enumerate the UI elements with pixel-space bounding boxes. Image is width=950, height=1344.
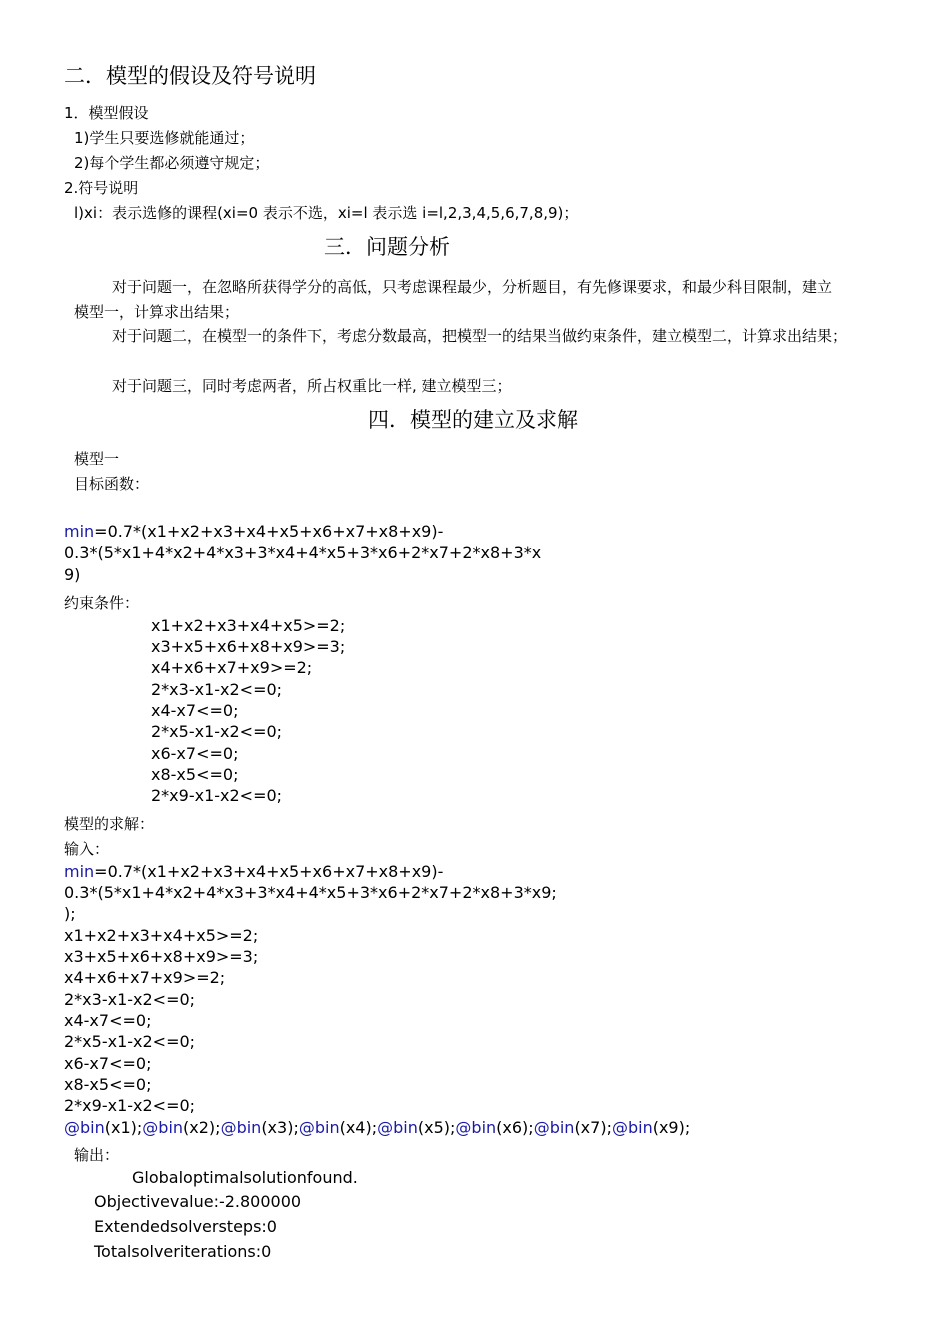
- input-constraint-line: x6-x7<=0;: [64, 1054, 152, 1073]
- input-code-line: );: [64, 904, 76, 923]
- output-line: Objectivevalue:-2.800000: [94, 1192, 302, 1211]
- keyword: min: [64, 522, 95, 541]
- objective-line-2: 0.3*(5*x1+4*x2+4*x3+3*x4+4*x5+3*x6+2*x7+2*x8+3*x: [64, 543, 542, 562]
- symbols-title: 2.符号说明: [64, 179, 139, 197]
- output-line: Extendedsolversteps:0: [94, 1217, 277, 1236]
- constraints-label: 约束条件：: [64, 594, 140, 612]
- input-constraint-line: x1+x2+x3+x4+x5>=2;: [64, 926, 259, 945]
- model-title: 模型一: [74, 450, 120, 468]
- section-heading-analysis: 三．问题分析: [324, 235, 450, 259]
- input-constraint-line: x8-x5<=0;: [64, 1075, 152, 1094]
- objective-line-1: min=0.7*(x1+x2+x3+x4+x5+x6+x7+x8+x9)-: [64, 522, 444, 541]
- constraint-line: x4-x7<=0;: [151, 701, 239, 720]
- objective-line-3: 9): [64, 565, 81, 584]
- constraint-line: x4+x6+x7+x9>=2;: [151, 658, 313, 677]
- constraint-line: x3+x5+x6+x8+x9>=3;: [151, 637, 346, 656]
- input-constraint-line: 2*x9-x1-x2<=0;: [64, 1096, 196, 1115]
- input-code-line: min=0.7*(x1+x2+x3+x4+x5+x6+x7+x8+x9)-: [64, 862, 444, 881]
- assumption-item: 2)每个学生都必须遵守规定；: [74, 154, 270, 172]
- section-heading-model: 四．模型的建立及求解: [368, 408, 578, 432]
- constraint-line: 2*x5-x1-x2<=0;: [151, 722, 283, 741]
- keyword: min: [64, 862, 95, 881]
- input-constraint-line: 2*x3-x1-x2<=0;: [64, 990, 196, 1009]
- constraint-line: x8-x5<=0;: [151, 765, 239, 784]
- input-label: 输入：: [64, 840, 110, 858]
- input-code-line: 0.3*(5*x1+4*x2+4*x3+3*x4+4*x5+3*x6+2*x7+2*x8+3*x9;: [64, 883, 557, 902]
- assumption-item: 1)学生只要选修就能通过；: [74, 129, 255, 147]
- constraint-line: x1+x2+x3+x4+x5>=2;: [151, 616, 346, 635]
- analysis-paragraph-2: 对于问题二，在模型一的条件下，考虑分数最高，把模型一的结果当做约束条件，建立模型二，计算求出结果；: [112, 327, 848, 345]
- analysis-paragraph-1: 对于问题一，在忽略所获得学分的高低，只考虑课程最少，分析题目，有先修课要求，和最少科目限制，建立: [112, 278, 833, 296]
- objective-label: 目标函数：: [74, 475, 150, 493]
- constraint-line: 2*x9-x1-x2<=0;: [151, 786, 283, 805]
- output-line: Totalsolveriterations:0: [94, 1242, 272, 1261]
- section-heading-assumptions: 二．模型的假设及符号说明: [64, 64, 316, 88]
- output-label: 输出：: [74, 1146, 120, 1164]
- output-line: Globaloptimalsolutionfound.: [132, 1168, 358, 1187]
- input-constraint-line: x4+x6+x7+x9>=2;: [64, 968, 226, 987]
- constraint-line: x6-x7<=0;: [151, 744, 239, 763]
- assumptions-title: 1．模型假设: [64, 104, 149, 122]
- input-constraint-line: x3+x5+x6+x8+x9>=3;: [64, 947, 259, 966]
- input-constraint-line: x4-x7<=0;: [64, 1011, 152, 1030]
- analysis-paragraph-1-cont: 模型一，计算求出结果；: [74, 303, 240, 321]
- input-constraint-line: 2*x5-x1-x2<=0;: [64, 1032, 196, 1051]
- symbol-definition: l)xi：表示选修的课程(xi=0 表示不选，xi=l 表示选 i=l,2,3,4,5,6,7,8,9)；: [74, 204, 579, 222]
- solve-label: 模型的求解：: [64, 815, 155, 833]
- bin-declarations: @bin(x1);@bin(x2);@bin(x3);@bin(x4);@bin(x5);@bin(x6);@bin(x7);@bin(x9);: [64, 1118, 691, 1137]
- analysis-paragraph-3: 对于问题三，同时考虑两者，所占权重比一样, 建立模型三；: [112, 377, 512, 395]
- constraint-line: 2*x3-x1-x2<=0;: [151, 680, 283, 699]
